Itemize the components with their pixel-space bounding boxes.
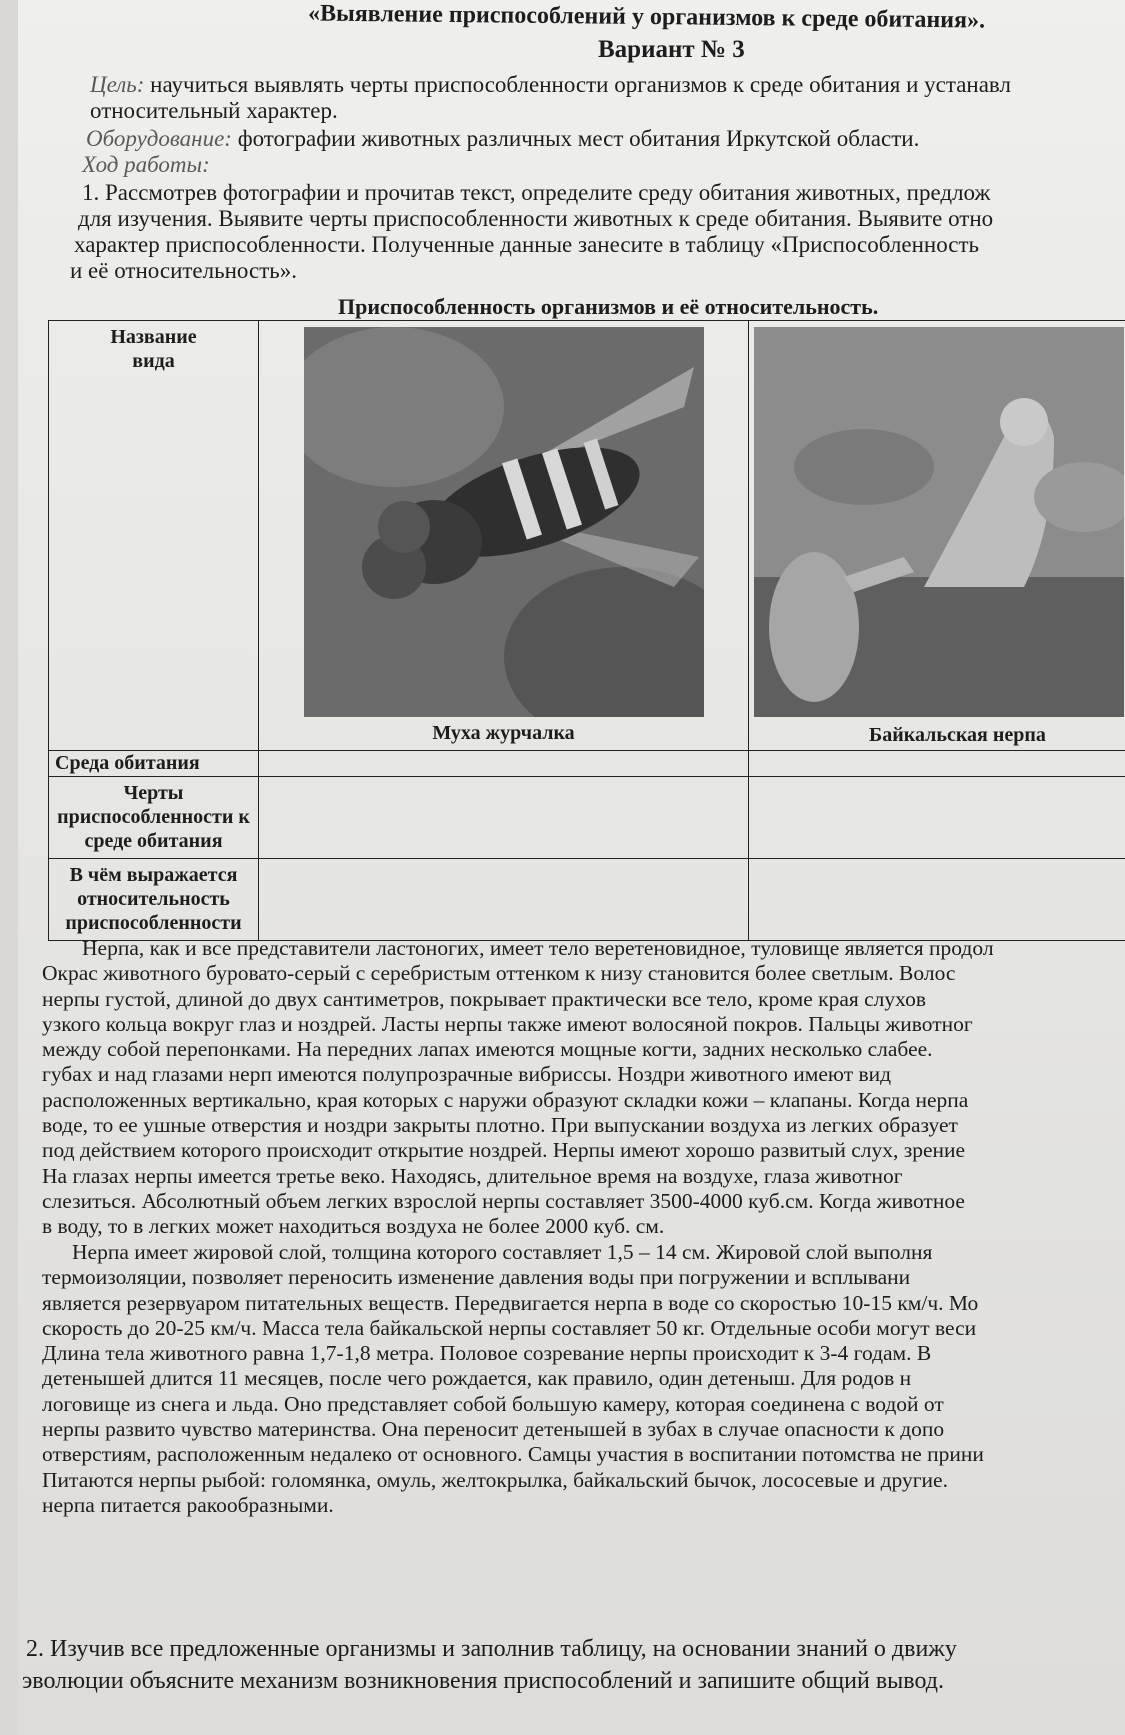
habitat-row-header: Среда обитания	[49, 751, 259, 777]
text-line: воде, то ее ушные отверстия и ноздри закрыты плотно. При выпускании воздуха из легких образует	[42, 1113, 958, 1138]
seal-habitat-cell[interactable]	[749, 751, 1125, 777]
fly-habitat-cell[interactable]	[259, 751, 749, 777]
seal-description-paragraph-2	[42, 1240, 1125, 1518]
text-line: расположенных вертикально, края которых с наружи образуют складки кожи – клапаны. Когда нерпа	[42, 1087, 969, 1112]
text-line: термоизоляции, позволяет переносить изменение давления воды при погружении и всплывани	[42, 1265, 911, 1290]
traits-row	[49, 777, 1125, 859]
text-line: нерпы густой, длиной до двух сантиметров, покрывает практически все тело, кроме края слухов	[42, 986, 926, 1011]
step2-line-1: 2. Изучив все предложенные организмы и заполнив таблицу, на основании знаний о движу	[26, 1636, 957, 1662]
seal-relativity-cell[interactable]	[749, 859, 1125, 941]
step1-line-1: 1. Рассмотрев фотографии и прочитав текст, определите среду обитания животных, предлож	[82, 180, 991, 205]
text-line: в воду, то в легких может находиться воздуха не более 2000 куб. см.	[42, 1214, 665, 1239]
text-line: Окрас животного буровато-серый с серебристым оттенком к низу становится более светлым. Волос	[42, 961, 956, 986]
seal-cell	[749, 321, 1125, 751]
worksheet-page	[18, 0, 1125, 1735]
text-line: Длина тела животного равна 1,7-1,8 метра. Половое созревание нерпы происходит к 3-4 годам. В	[42, 1341, 932, 1366]
worksheet-title: «Выявление приспособлений у организмов к среде обитания».	[307, 0, 986, 34]
text-line: нерпа питается ракообразными.	[42, 1492, 334, 1517]
progress-label: Ход работы:	[82, 152, 210, 177]
text-line: скорость до 20-25 км/ч. Масса тела байкальской нерпы составляет 50 кг. Отдельные особи могут веси	[42, 1315, 977, 1340]
text-line: логовище из снега и льда. Оно представляет собой большую камеру, которая соединена с водой от	[42, 1391, 944, 1416]
table-caption: Приспособленность организмов и её относительность.	[338, 294, 879, 319]
text-line: является резервуаром питательных веществ. Передвигается нерпа в воде со скоростью 10-15 км/ч. Мо	[42, 1290, 979, 1315]
fly-caption: Муха журчалка	[432, 722, 575, 744]
text-line: между собой перепонками. На передних лапах имеются мощные когти, задних несколько слабее.	[42, 1037, 933, 1062]
step1-line-3: характер приспособленности. Полученные данные занесите в таблицу «Приспособленность	[74, 232, 980, 257]
goal-label: Цель:	[90, 72, 145, 97]
text-line: губах и над глазами нерп имеются полупрозрачные вибриссы. Ноздри животного имеют вид	[42, 1062, 892, 1087]
text-line: Нерпа имеет жировой слой, толщина которого составляет 1,5 – 14 см. Жировой слой выполня	[72, 1240, 933, 1264]
fly-cell	[259, 321, 749, 751]
species-name-header: Название вида	[49, 321, 259, 751]
text-line: узкого кольца вокруг глаз и ноздрей. Ласты нерпы также имеют волосяной покров. Пальцы животног	[42, 1011, 973, 1036]
step2-line-2: эволюции объясните механизм возникновения приспособлений и запишите общий вывод.	[22, 1668, 944, 1694]
text-line: Питаются нерпы рыбой: голомянка, омуль, желтокрылка, байкальский бычок, лососевые и другие.	[42, 1467, 948, 1492]
equipment-label: Оборудование:	[86, 126, 232, 151]
seal-photo	[754, 327, 1124, 717]
text-line: На глазах нерпы имеется третье веко. Находясь, длительное время на воздухе, глаза животног	[42, 1163, 903, 1188]
goal-text: научиться выявлять черты приспособленности организмов к среде обитания и устанавл	[144, 72, 1011, 97]
text-line: Нерпа, как и все представители ластоногих, имеет тело веретеновидное, туловище является продол	[82, 936, 994, 960]
adaptation-table	[48, 320, 1125, 941]
hoverfly-image	[304, 327, 704, 717]
fly-relativity-cell[interactable]	[259, 859, 749, 941]
text-line: детенышей длится 11 месяцев, после чего рождается, как правило, один детеныш. Для родов н	[42, 1366, 912, 1391]
seal-traits-cell[interactable]	[749, 777, 1125, 859]
fly-photo	[304, 327, 704, 717]
relativity-row-header: В чём выражается относительность приспособленности	[49, 859, 259, 941]
relativity-row	[49, 859, 1125, 941]
equipment-line	[86, 126, 919, 152]
text-line: под действием которого происходит открытие ноздрей. Нерпы имеют хорошо развитый слух, зрение	[42, 1138, 966, 1163]
baikal-seal-image	[754, 327, 1124, 717]
species-row	[49, 321, 1125, 751]
text-line: слезиться. Абсолютный объем легких взрослой нерпы составляет 3500-4000 куб.см. Когда животное	[42, 1188, 965, 1213]
habitat-row	[49, 751, 1125, 777]
text-line: нерпы развито чувство материнства. Она переносит детенышей в зубах в случае опасности к допо	[42, 1417, 945, 1442]
text-line: отверстиям, расположенным недалеко от основного. Самцы участия в воспитании потомства не прини	[42, 1442, 984, 1467]
goal-line-1	[90, 72, 1011, 98]
variant-label: Вариант № 3	[598, 36, 745, 63]
goal-line-2: относительный характер.	[90, 98, 338, 123]
seal-description-paragraph-1	[42, 936, 1125, 1240]
fly-traits-cell[interactable]	[259, 777, 749, 859]
step1-line-4: и её относительность».	[70, 258, 297, 283]
equipment-text: фотографии животных различных мест обитания Иркутской области.	[231, 126, 920, 151]
step1-line-2: для изучения. Выявите черты приспособленности животных к среде обитания. Выявите отно	[78, 206, 994, 231]
seal-caption: Байкальская нерпа	[869, 724, 1046, 746]
traits-row-header: Черты приспособленности к среде обитания	[49, 777, 259, 859]
